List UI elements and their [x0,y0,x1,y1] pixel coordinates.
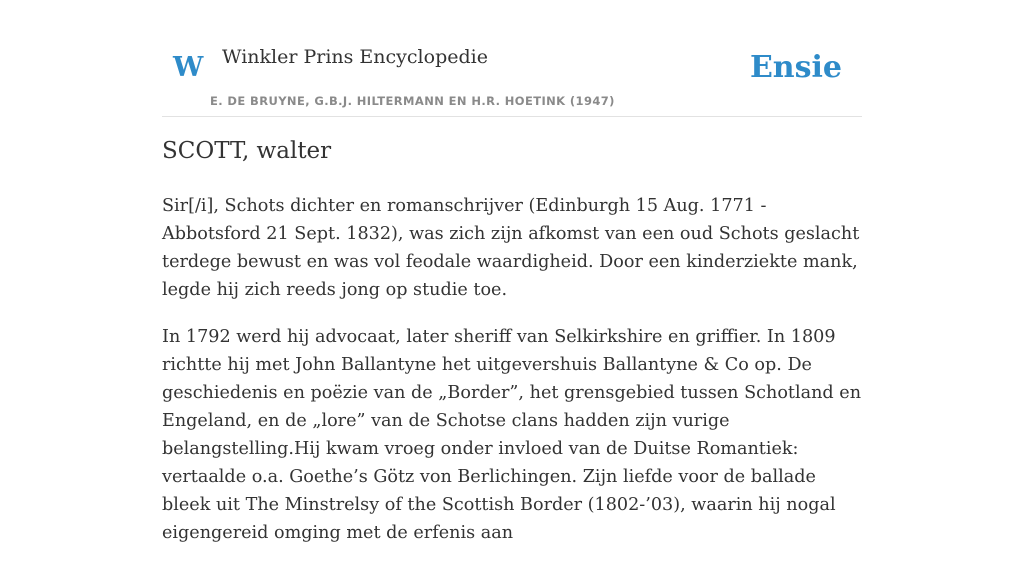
article-title: SCOTT, walter [162,138,332,164]
book-title[interactable]: Winkler Prins Encyclopedie [222,46,488,68]
article-paragraph: In 1792 werd hij advocaat, later sheriff van Selkirkshire en griffier. In 1809 richtte hij met John Ballantyne het uitgevershuis Ballantyne & Co op. De geschiedenis en poëzie van de „Border”, het grensgebied tussen Schotland en Engeland, en de „lore” van de Schotse clans hadden zijn vurige belangstelling.Hij kwam vroeg onder invloed van de Duitse Romantiek: vertaalde o.a. Goethe’s Götz von Berlichingen. Zijn liefde voor de ballade bleek uit The Minstrelsy of the Scottish Border (1802-’03), waarin hij nogal eigengereid omging met de erfenis aan [162,327,862,543]
site-header [162,40,862,117]
article-paragraph: Sir[/i], Schots dichter en romanschrijver (Edinburgh 15 Aug. 1771 - Abbotsford 21 Sept. 1832), was zich zijn afkomst van een oud Schots geslacht terdege bewust en was vol feodale waardigheid. Door een kinderziekte mank, legde hij zich reeds jong op studie toe. [162,196,860,300]
ensie-logo[interactable]: Ensie [749,50,842,85]
winkler-prins-logo-icon[interactable]: W [173,52,204,83]
article-body [162,192,862,566]
book-authors: E. DE BRUYNE, G.B.J. HILTERMANN EN H.R. HOETINK (1947) [210,94,615,108]
